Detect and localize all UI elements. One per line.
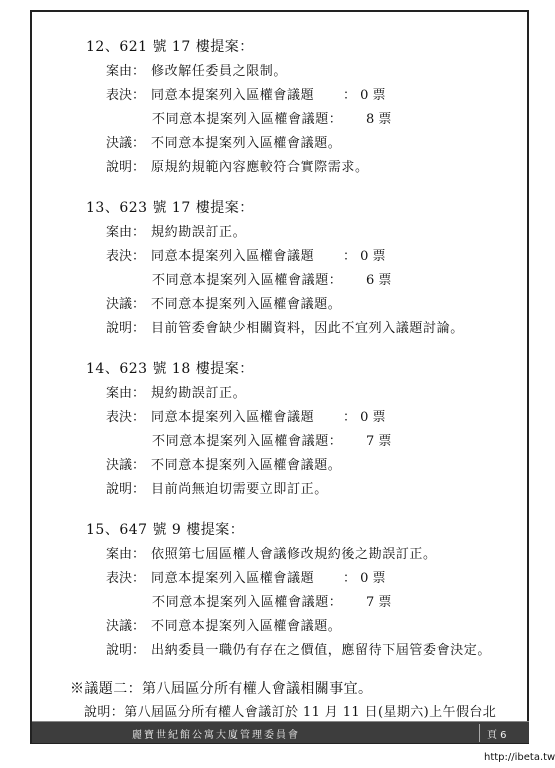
- note-text: 出納委員一職仍有存在之價值，應留待下屆管委會決定。: [151, 643, 492, 658]
- resolution-label: 決議：: [106, 619, 146, 634]
- disagree-text: 不同意本提案列入區權會議題：: [152, 595, 343, 610]
- disagree-count: 8 票: [366, 112, 392, 127]
- agree-text: 同意本提案列入區權會議題: [151, 88, 315, 103]
- disagree-text: 不同意本提案列入區權會議題：: [152, 434, 343, 449]
- reason-label: 案由：: [106, 547, 146, 562]
- reason-text: 規約勘誤訂正。: [151, 386, 247, 401]
- disagree-text: 不同意本提案列入區權會議題：: [152, 112, 343, 127]
- proposal-title: 14、623 號 18 樓提案：: [86, 361, 254, 377]
- agree-text: 同意本提案列入區權會議題: [151, 410, 315, 425]
- vote-label: 表決：: [106, 571, 146, 586]
- note-label: 說明：: [106, 643, 146, 658]
- proposal-title: 12、621 號 17 樓提案：: [86, 39, 254, 55]
- resolution-label: 決議：: [106, 297, 146, 312]
- reason-label: 案由：: [106, 225, 146, 240]
- disagree-count: 6 票: [366, 273, 392, 288]
- reason-text: 修改解任委員之限制。: [151, 64, 288, 79]
- watermark: http://ibeta.tw: [484, 752, 555, 763]
- proposal-title: 15、647 號 9 樓提案：: [86, 522, 245, 538]
- note-text: 目前尚無迫切需要立即訂正。: [151, 482, 328, 497]
- footer-bar: [32, 721, 529, 743]
- disagree-text: 不同意本提案列入區權會議題：: [152, 273, 343, 288]
- note-label: 說明：: [106, 321, 146, 336]
- resolution-text: 不同意本提案列入區權會議題。: [151, 458, 342, 473]
- footer-committee-name: 麗寶世紀館公寓大廈管理委員會: [132, 730, 300, 741]
- note-label: 說明：: [106, 482, 146, 497]
- agenda-description: 說明：第八屆區分所有權人會議訂於 11 月 11 日(星期六)上午假台北: [84, 705, 497, 720]
- agree-count: ： 0 票: [343, 249, 386, 264]
- vote-label: 表決：: [106, 249, 146, 264]
- resolution-label: 決議：: [106, 458, 146, 473]
- agree-text: 同意本提案列入區權會議題: [151, 571, 315, 586]
- agree-text: 同意本提案列入區權會議題: [151, 249, 315, 264]
- agree-count: ： 0 票: [343, 410, 386, 425]
- page-number: 頁 6: [487, 730, 507, 741]
- agenda-heading: ※議題二：第八屆區分所有權人會議相關事宜。: [70, 681, 373, 697]
- resolution-text: 不同意本提案列入區權會議題。: [151, 136, 342, 151]
- vote-label: 表決：: [106, 410, 146, 425]
- disagree-count: 7 票: [366, 434, 392, 449]
- resolution-label: 決議：: [106, 136, 146, 151]
- vote-label: 表決：: [106, 88, 146, 103]
- agree-count: ： 0 票: [343, 571, 386, 586]
- reason-label: 案由：: [106, 64, 146, 79]
- footer-divider: [479, 724, 480, 742]
- resolution-text: 不同意本提案列入區權會議題。: [151, 297, 342, 312]
- agree-count: ： 0 票: [343, 88, 386, 103]
- disagree-count: 7 票: [366, 595, 392, 610]
- reason-label: 案由：: [106, 386, 146, 401]
- reason-text: 依照第七屆區權人會議修改規約後之勘誤訂正。: [151, 547, 437, 562]
- note-label: 說明：: [106, 160, 146, 175]
- note-text: 目前管委會缺少相關資料，因此不宜列入議題討論。: [151, 321, 464, 336]
- proposal-title: 13、623 號 17 樓提案：: [86, 200, 254, 216]
- resolution-text: 不同意本提案列入區權會議題。: [151, 619, 342, 634]
- note-text: 原規約規範內容應較符合實際需求。: [151, 160, 369, 175]
- reason-text: 規約勘誤訂正。: [151, 225, 247, 240]
